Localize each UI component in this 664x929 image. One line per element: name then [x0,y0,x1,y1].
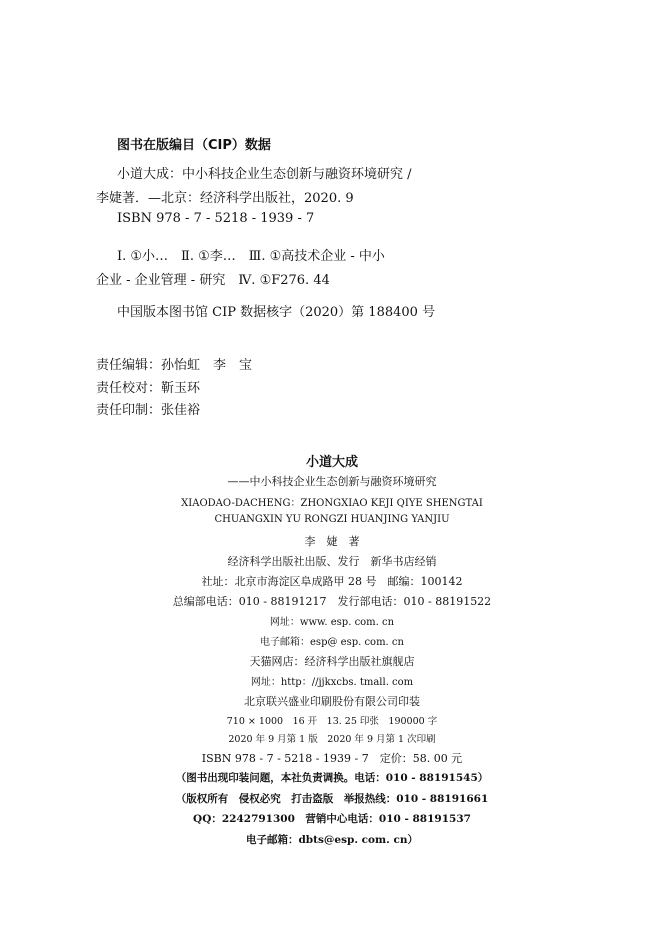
book-subtitle: ——中小科技企业生态创新与融资环境研究 [227,475,437,488]
isbn-price: ISBN 978 - 7 - 5218 - 1939 - 7 定价：58. 00 元 [201,752,463,765]
publisher-info: 经济科学出版社出版、发行 新华书店经销 [227,555,437,568]
publisher-phones: 总编部电话：010 - 88191217 发行部电话：010 - 88191522 [172,595,492,608]
responsible-editor: 责任编辑：孙怡虹 李 宝 [96,358,253,373]
tmall-store: 天猫网店：经济科学出版社旗舰店 [249,655,415,668]
book-author: 李 婕 著 [304,535,360,548]
copyright-notice: （版权所有 侵权必究 打击盗版 举报热线：010 - 88191661 [175,793,489,805]
qq-marketing-phone: QQ：2242791300 营销中心电话：010 - 88191537 [193,813,471,825]
printer-info: 北京联兴盛业印刷股份有限公司印装 [244,695,420,708]
cip-title-line: 小道大成：中小科技企业生态创新与融资环境研究 / [117,167,412,182]
publisher-email: 电子邮箱：esp@ esp. com. cn [260,637,404,648]
cip-isbn-line: ISBN 978 - 7 - 5218 - 1939 - 7 [117,211,315,226]
cip-subject-line: Ⅰ. ①小… Ⅱ. ①李… Ⅲ. ①高技术企业 - 中小 [117,249,385,264]
book-title: 小道大成 [305,455,358,470]
cip-subject-line-2: 企业 - 企业管理 - 研究 Ⅳ. ①F276. 44 [96,273,330,288]
pinyin-title-line-1: XIAODAO-DACHENG：ZHONGXIAO KEJI QIYE SHENGTAI [181,498,483,509]
publisher-address: 社址：北京市海淀区阜成路甲 28 号 邮编：100142 [201,575,463,588]
print-issue-notice: （图书出现印装问题，本社负责调换。电话：010 - 88191545） [175,772,489,784]
book-format: 710 × 1000 16 开 13. 25 印张 190000 字 [226,716,438,727]
tmall-url: 网址：http：//jjkxcbs. tmall. com [250,677,414,688]
pinyin-title-line-2: CHUANGXIN YU RONGZI HUANJING YANJIU [214,514,450,525]
publisher-website: 网址：www. esp. com. cn [269,617,395,628]
responsible-printing: 责任印制：张佳裕 [96,403,201,418]
edition-info: 2020 年 9 月第 1 版 2020 年 9 月第 1 次印刷 [228,734,436,745]
report-email: 电子邮箱：dbts@esp. com. cn） [245,834,419,846]
cip-heading: 图书在版编目（CIP）数据 [117,138,271,153]
cip-record-number: 中国版本图书馆 CIP 数据核字（2020）第 188400 号 [117,305,436,320]
responsible-proofreader: 责任校对：靳玉环 [96,381,201,396]
cip-author-line: 李婕著．—北京：经济科学出版社，2020. 9 [96,191,354,206]
